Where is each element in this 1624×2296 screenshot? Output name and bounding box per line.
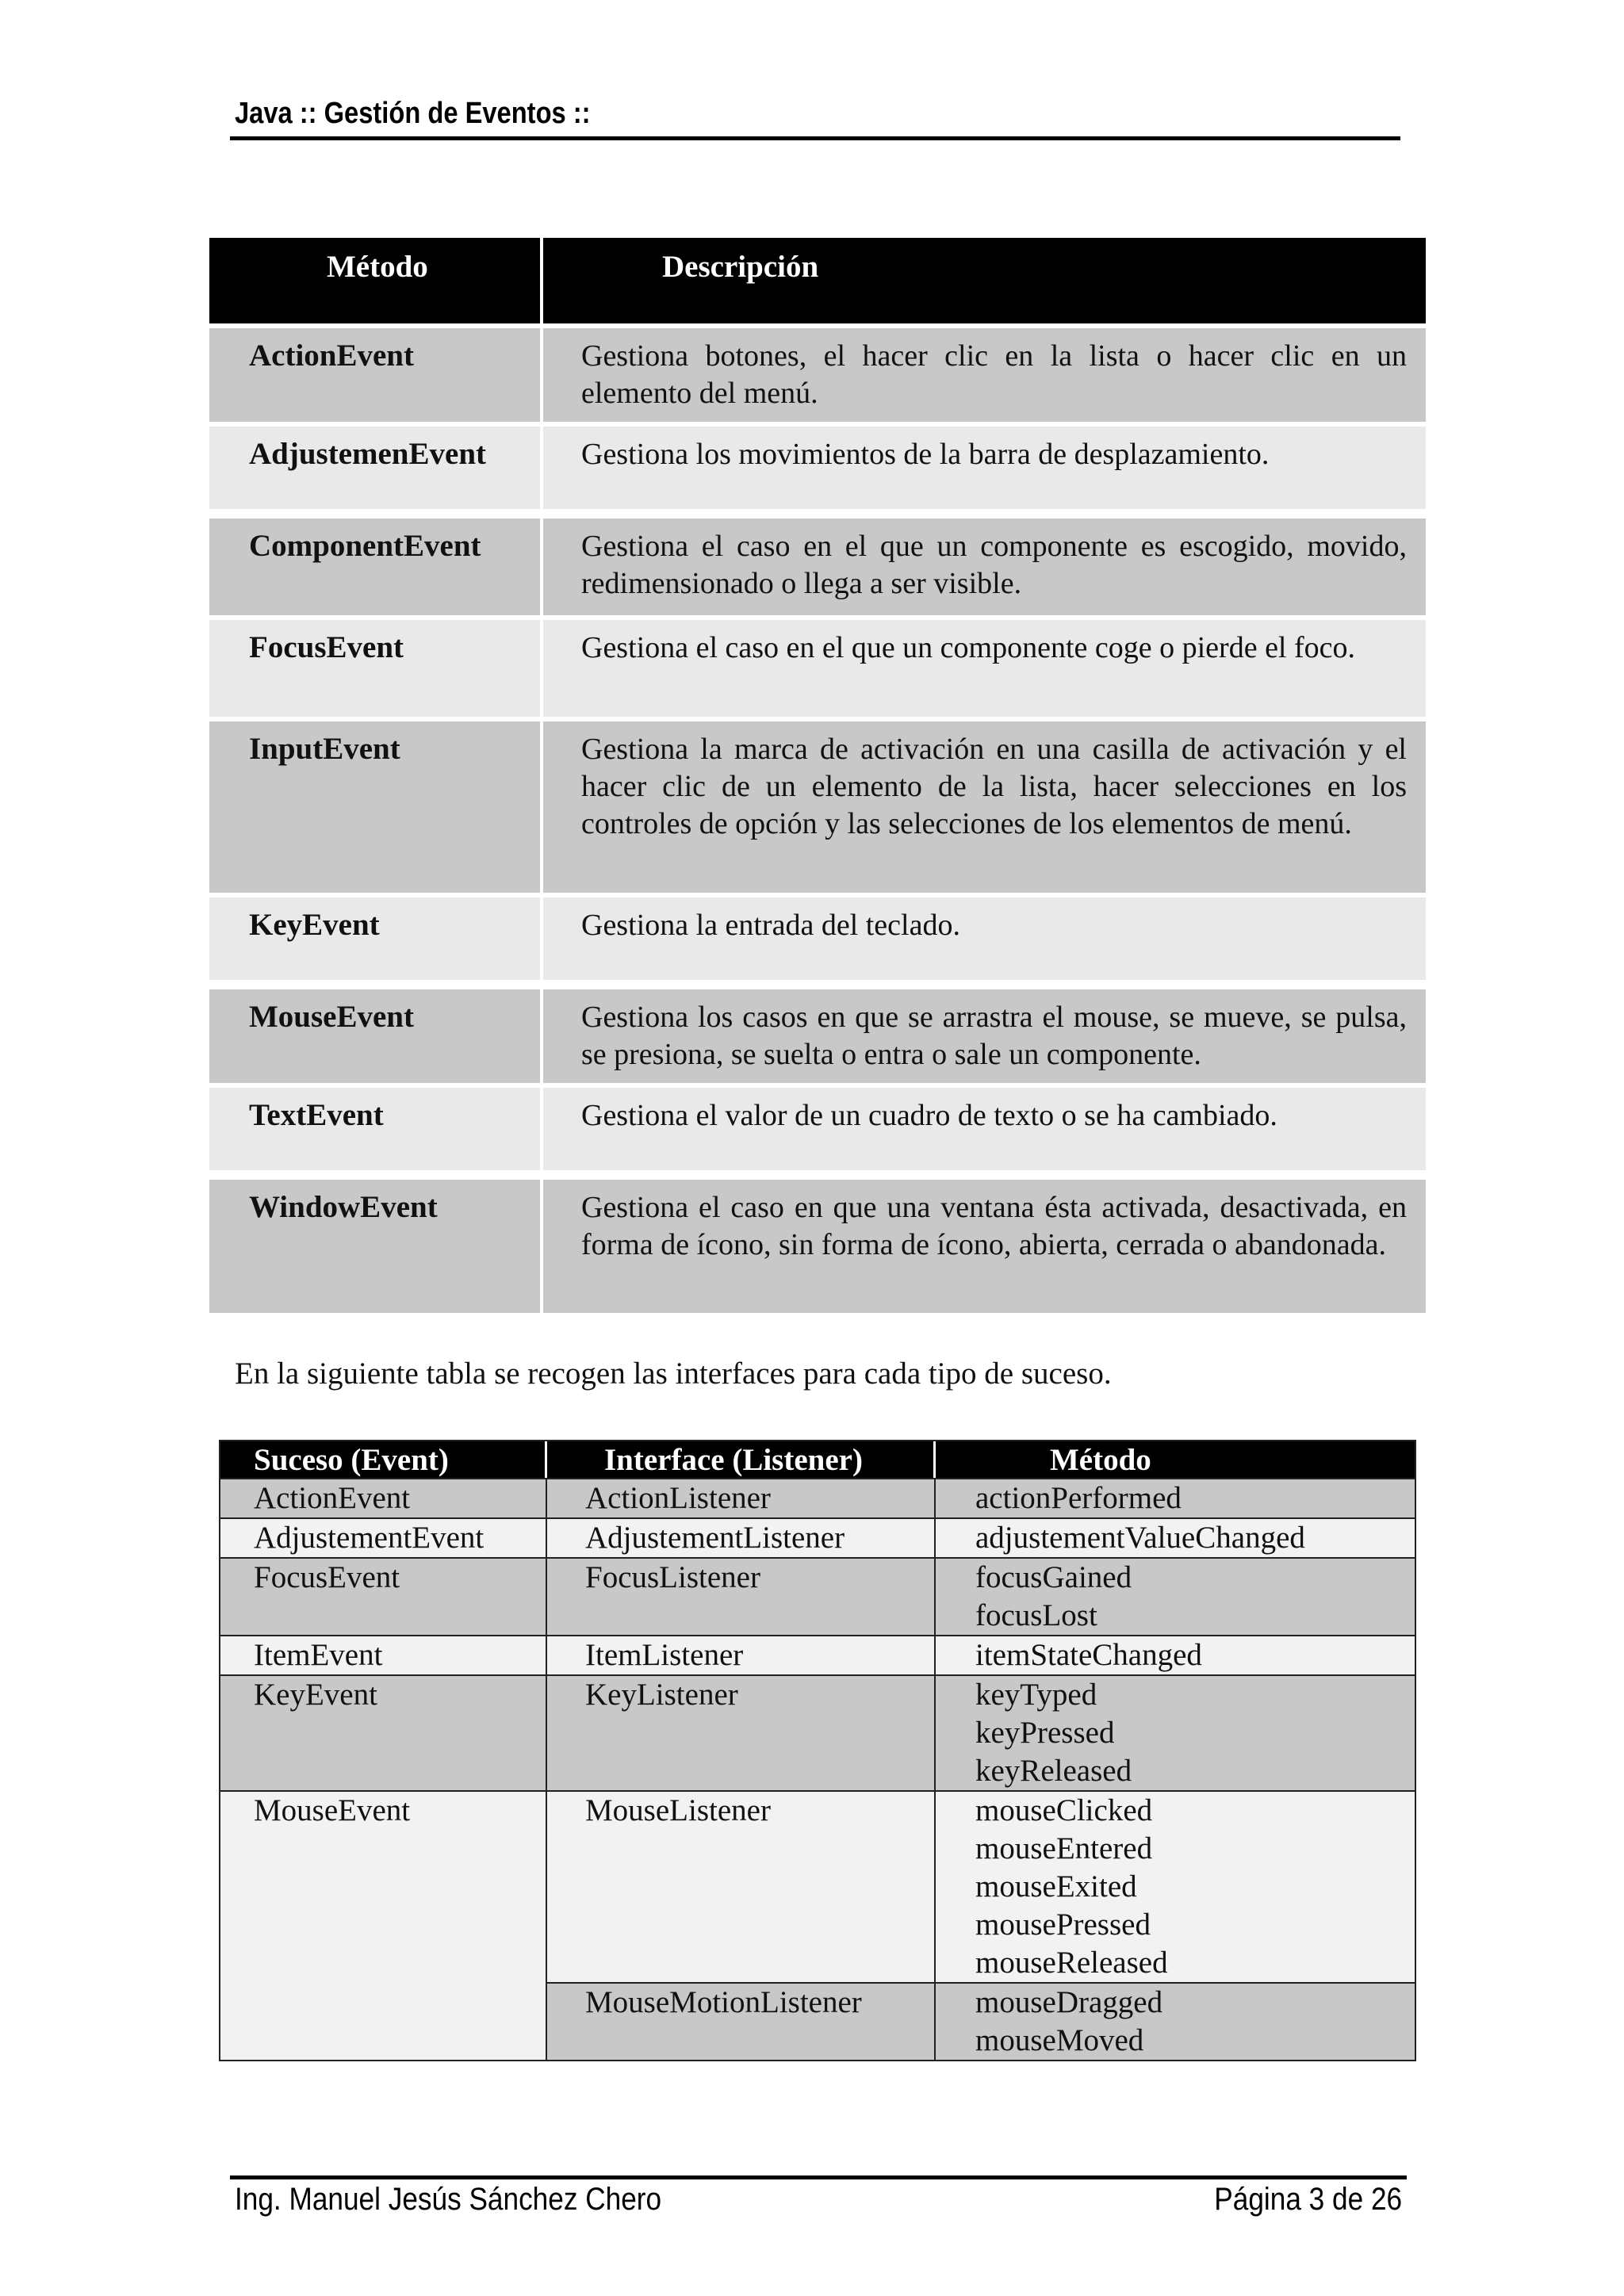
listener-cell: FocusListener — [547, 1559, 936, 1635]
table-row — [220, 1635, 1415, 1674]
events-listeners-table — [219, 1440, 1416, 2061]
event-cell: AdjustementEvent — [220, 1519, 547, 1557]
methods-cell — [936, 1636, 1415, 1674]
method-item: actionPerformed — [975, 1481, 1182, 1515]
method-item: mousePressed — [975, 1908, 1151, 1942]
event-name-cell: KeyEvent — [209, 897, 543, 980]
table1-header-row — [209, 238, 1426, 323]
table-row — [220, 1517, 1415, 1557]
method-item: mouseMoved — [975, 2023, 1144, 2057]
method-item: mouseReleased — [975, 1946, 1168, 1980]
table1-header-description: Descripción — [662, 250, 819, 284]
method-item: mouseEntered — [975, 1831, 1153, 1866]
methods-cell — [936, 1479, 1415, 1517]
event-name-cell: TextEvent — [209, 1088, 543, 1170]
table2-header-method: Método — [1050, 1443, 1151, 1477]
footer-page-number: Página 3 de 26 — [1214, 2182, 1402, 2217]
methods-cell — [936, 1676, 1415, 1790]
event-description-cell: Gestiona el valor de un cuadro de texto o se ha cambiado. — [543, 1088, 1426, 1170]
table-row — [220, 1478, 1415, 1517]
table-row — [209, 721, 1426, 893]
method-item: adjustementValueChanged — [975, 1521, 1305, 1555]
table-row — [209, 620, 1426, 717]
event-description-cell: Gestiona la entrada del teclado. — [543, 897, 1426, 980]
event-description-cell: Gestiona botones, el hacer clic en la lista o hacer clic en un elemento del menú. — [543, 328, 1426, 422]
event-description-cell: Gestiona el caso en el que un componente es escogido, movido, redimensionado o llega a ser visible. — [543, 519, 1426, 615]
methods-cell — [936, 1519, 1415, 1557]
event-name-cell: ActionEvent — [209, 328, 543, 422]
method-item: mouseDragged — [975, 1985, 1163, 2019]
method-item: mouseClicked — [975, 1793, 1153, 1827]
listener-cell: MouseListener — [547, 1792, 936, 1982]
table2-header-event: Suceso (Event) — [220, 1441, 547, 1478]
table1-header-method: Método — [209, 238, 543, 323]
table-row — [209, 897, 1426, 980]
table-row — [209, 519, 1426, 615]
listener-cell: ActionListener — [547, 1479, 936, 1517]
table-row — [220, 1557, 1415, 1635]
method-item: focusLost — [975, 1598, 1097, 1632]
event-description-cell: Gestiona los movimientos de la barra de desplazamiento. — [543, 427, 1426, 509]
listener-cell: AdjustementListener — [547, 1519, 936, 1557]
method-item: itemStateChanged — [975, 1638, 1202, 1672]
table2-header-row — [220, 1441, 1415, 1478]
event-cell: MouseEvent — [220, 1792, 547, 2060]
methods-cell — [936, 1984, 1415, 2060]
methods-cell — [936, 1559, 1415, 1635]
page-header-title: Java :: Gestión de Eventos :: — [235, 97, 591, 130]
table-subrow — [547, 1982, 1415, 2060]
method-item: keyPressed — [975, 1716, 1115, 1750]
method-item: keyReleased — [975, 1754, 1132, 1788]
event-description-cell: Gestiona los casos en que se arrastra el mouse, se mueve, se pulsa, se presiona, se suelta o entra o sale un componente. — [543, 989, 1426, 1083]
table-row — [209, 328, 1426, 422]
footer-author: Ing. Manuel Jesús Sánchez Chero — [235, 2182, 662, 2217]
events-description-table — [209, 238, 1426, 1313]
method-item: mouseExited — [975, 1869, 1137, 1904]
method-item: keyTyped — [975, 1678, 1097, 1712]
table2-header-listener: Interface (Listener) — [547, 1441, 936, 1478]
event-cell: ActionEvent — [220, 1479, 547, 1517]
event-cell: FocusEvent — [220, 1559, 547, 1635]
header-rule — [230, 136, 1400, 140]
method-item: focusGained — [975, 1560, 1132, 1594]
table-row — [220, 1790, 1415, 2060]
event-name-cell: ComponentEvent — [209, 519, 543, 615]
event-name-cell: AdjustemenEvent — [209, 427, 543, 509]
event-name-cell: FocusEvent — [209, 620, 543, 717]
event-name-cell: WindowEvent — [209, 1180, 543, 1313]
event-name-cell: MouseEvent — [209, 989, 543, 1083]
methods-cell — [936, 1792, 1415, 1982]
listener-cell: ItemListener — [547, 1636, 936, 1674]
table-row — [209, 1180, 1426, 1313]
table-row — [220, 1674, 1415, 1790]
table-row — [209, 427, 1426, 509]
mouse-listeners-group — [547, 1792, 1415, 2060]
table-row — [209, 989, 1426, 1083]
event-description-cell: Gestiona la marca de activación en una casilla de activación y el hacer clic de un elemento de la lista, hacer selecciones en los controles de opción y las selecciones de los elementos de menú. — [543, 721, 1426, 893]
listener-cell: KeyListener — [547, 1676, 936, 1790]
listener-cell: MouseMotionListener — [547, 1984, 936, 2060]
table-subrow — [547, 1792, 1415, 1982]
event-cell: ItemEvent — [220, 1636, 547, 1674]
event-name-cell: InputEvent — [209, 721, 543, 893]
footer-rule — [230, 2175, 1407, 2179]
event-cell: KeyEvent — [220, 1676, 547, 1790]
event-description-cell: Gestiona el caso en que una ventana ésta activada, desactivada, en forma de ícono, sin forma de ícono, abierta, cerrada o abandonada. — [543, 1180, 1426, 1313]
table-row — [209, 1088, 1426, 1170]
intro-paragraph: En la siguiente tabla se recogen las interfaces para cada tipo de suceso. — [235, 1357, 1112, 1391]
event-description-cell: Gestiona el caso en el que un componente coge o pierde el foco. — [543, 620, 1426, 717]
